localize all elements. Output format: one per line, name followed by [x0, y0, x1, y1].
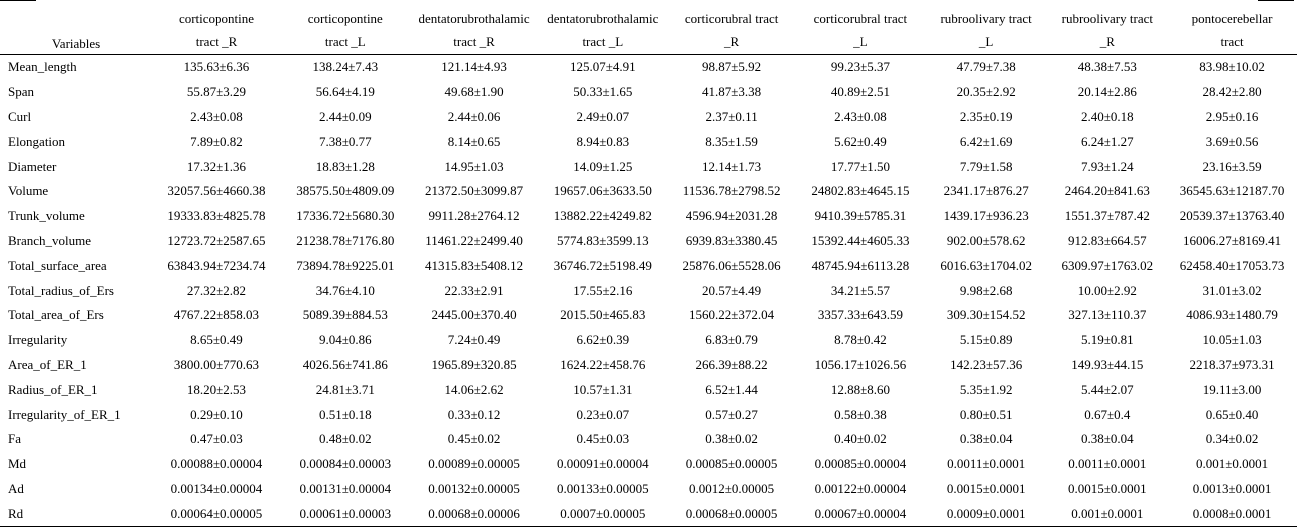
table-cell: 18.20±2.53 — [186, 381, 247, 397]
table-cell: 0.00132±0.00005 — [428, 480, 520, 496]
table-cell: 2.44±0.09 — [318, 108, 372, 124]
table-cell: 21372.50±3099.87 — [424, 183, 524, 199]
table-cell: 50.33±1.65 — [573, 84, 633, 100]
column-header-line1: dentatorubrothalamic — [418, 11, 530, 26]
table-cell: 6.62±0.39 — [576, 332, 630, 348]
table-cell: 0.0011±0.0001 — [947, 456, 1026, 472]
table-cell: 4767.22±858.03 — [173, 307, 260, 323]
table-cell: 31.01±3.02 — [1202, 282, 1262, 298]
row-label: Span — [8, 84, 34, 100]
table-cell: 0.0009±0.0001 — [925, 501, 1048, 526]
table-cell: 0.0015±0.0001 — [1067, 480, 1147, 496]
table-cell: 0.00131±0.00004 — [299, 480, 392, 496]
table-cell: 6309.97±1763.02 — [1061, 257, 1154, 273]
column-header-line2: tract _R — [410, 29, 539, 55]
table-cell: 48745.94±6113.28 — [811, 257, 910, 273]
table-cell: 0.0015±0.0001 — [946, 480, 1026, 496]
table-cell: 62458.40±17053.73 — [1179, 257, 1285, 273]
table-cell: 17.77±1.50 — [830, 158, 890, 174]
column-header-line1: rubroolivary tract — [1061, 11, 1153, 26]
table-cell: 11461.22±2499.40 — [425, 232, 523, 248]
table-cell: 25876.06±5528.06 — [682, 257, 781, 273]
table-cell: 1551.37±787.42 — [1064, 208, 1150, 224]
table-cell: 0.47±0.03 — [190, 431, 243, 447]
table-cell: 8.78±0.42 — [834, 332, 887, 348]
table-cell: 0.57±0.27 — [705, 406, 758, 422]
table-cell: 12.88±8.60 — [830, 381, 890, 397]
table-cell: 0.00061±0.00003 — [281, 501, 410, 526]
table-cell: 17.55±2.16 — [573, 282, 633, 298]
table-cell: 99.23±5.37 — [830, 59, 890, 75]
table-cell: 5774.83±3599.13 — [557, 232, 649, 248]
column-header-line1: corticorubral tract — [813, 11, 908, 26]
table-cell: 12.14±1.73 — [702, 158, 762, 174]
table-cell: 6.52±1.44 — [705, 381, 758, 397]
table-cell: 1439.17±936.23 — [943, 208, 1029, 224]
table-cell: 32057.56±4660.38 — [167, 183, 266, 199]
table-cell: 6939.83±3380.45 — [685, 232, 778, 248]
table-cell: 0.0012±0.00005 — [689, 480, 775, 496]
table-cell: 2.95±0.16 — [1205, 108, 1259, 124]
table-cell: 34.21±5.57 — [830, 282, 890, 298]
table-cell: 2.40±0.18 — [1080, 108, 1134, 124]
table-cell: 0.45±0.02 — [447, 431, 501, 447]
table-cell: 0.40±0.02 — [834, 431, 887, 447]
table-cell: 1560.22±372.04 — [689, 307, 775, 323]
table-cell: 4086.93±1480.79 — [1186, 307, 1278, 323]
table-cell: 0.34±0.02 — [1205, 431, 1259, 447]
row-label: Irregularity_of_ER_1 — [8, 406, 121, 422]
row-label: Mean_length — [8, 59, 77, 75]
table-cell: 149.93±44.15 — [1071, 356, 1144, 372]
table-cell: 5.62±0.49 — [834, 133, 887, 149]
table-cell: 14.09±1.25 — [573, 158, 633, 174]
table-cell: 8.65±0.49 — [190, 332, 243, 348]
table-cell: 22.33±2.91 — [444, 282, 504, 298]
table-cell: 5.19±0.81 — [1080, 332, 1134, 348]
table-cell: 5.35±1.92 — [959, 381, 1013, 397]
table-cell: 9410.39±5785.31 — [814, 208, 907, 224]
table-cell: 4596.94±2031.28 — [685, 208, 778, 224]
table-cell: 20539.37±13763.40 — [1179, 208, 1285, 224]
table-cell: 2464.20±841.63 — [1064, 183, 1150, 199]
table-cell: 2.35±0.19 — [959, 108, 1013, 124]
table-row — [0, 229, 1297, 254]
table-header — [0, 0, 1297, 55]
row-label: Total_surface_area — [8, 257, 107, 273]
column-header-line2: tract _L — [281, 29, 410, 55]
row-label: Md — [8, 456, 27, 472]
table-cell: 34.76±4.10 — [315, 282, 375, 298]
column-header-line1: rubroolivary tract — [940, 11, 1032, 26]
table-cell: 17.32±1.36 — [186, 158, 247, 174]
table-cell: 266.39±88.22 — [695, 356, 768, 372]
table-cell: 83.98±10.02 — [1199, 59, 1265, 75]
table-cell: 8.94±0.83 — [576, 133, 630, 149]
table-cell: 20.57±4.49 — [702, 282, 762, 298]
column-header-line2: _R — [667, 29, 796, 55]
table-cell: 7.89±0.82 — [190, 133, 243, 149]
table-cell: 1965.89±320.85 — [431, 356, 517, 372]
table-row — [0, 427, 1297, 452]
table-cell: 20.35±2.92 — [956, 84, 1016, 100]
table-cell: 41.87±3.38 — [702, 84, 762, 100]
table-cell: 125.07±4.91 — [570, 59, 636, 75]
row-label: Diameter — [8, 158, 57, 174]
table-cell: 7.79±1.58 — [959, 158, 1013, 174]
table-cell: 36545.63±12187.70 — [1179, 183, 1285, 199]
table-cell: 0.001±0.0001 — [1196, 456, 1269, 472]
table-cell: 9911.28±2764.12 — [428, 208, 520, 224]
row-label: Trunk_volume — [8, 208, 85, 224]
row-label: Fa — [8, 431, 21, 447]
table-cell: 3357.33±643.59 — [817, 307, 903, 323]
table-cell: 0.67±0.4 — [1084, 406, 1131, 422]
table-cell: 9.98±2.68 — [959, 282, 1013, 298]
table-cell: 0.0007±0.00005 — [538, 501, 667, 526]
table-cell: 142.23±57.36 — [950, 356, 1023, 372]
column-header-line2: tract _R — [152, 29, 281, 55]
table-cell: 7.93±1.24 — [1080, 158, 1134, 174]
variables-header: Variables — [0, 0, 152, 55]
table-row — [0, 328, 1297, 353]
table-cell: 6.42±1.69 — [959, 133, 1013, 149]
table-row — [0, 105, 1297, 130]
table-cell: 5089.39±884.53 — [302, 307, 388, 323]
row-label: Branch_volume — [8, 232, 92, 248]
table-cell: 2.49±0.07 — [576, 108, 630, 124]
table-cell: 47.79±7.38 — [956, 59, 1016, 75]
table-cell: 0.00085±0.00005 — [685, 456, 778, 472]
table-cell: 4026.56±741.86 — [302, 356, 388, 372]
table-cell: 18.83±1.28 — [315, 158, 375, 174]
table-cell: 0.00089±0.00005 — [428, 456, 520, 472]
table-cell: 16006.27±8169.41 — [1183, 232, 1282, 248]
table-cell: 15392.44±4605.33 — [811, 232, 910, 248]
table-cell: 138.24±7.43 — [312, 59, 379, 75]
table-cell: 3.69±0.56 — [1205, 133, 1259, 149]
table-cell: 63843.94±7234.74 — [167, 257, 266, 273]
table-cell: 2015.50±465.83 — [560, 307, 646, 323]
table-cell: 2445.00±370.40 — [431, 307, 517, 323]
table-cell: 2.43±0.08 — [190, 108, 243, 124]
table-cell: 2218.37±973.31 — [1189, 356, 1275, 372]
table-cell: 8.35±1.59 — [705, 133, 758, 149]
table-row — [0, 129, 1297, 154]
table-cell: 14.06±2.62 — [444, 381, 504, 397]
table-cell: 10.05±1.03 — [1202, 332, 1262, 348]
table-cell: 1056.17±1026.56 — [814, 356, 907, 372]
table-cell: 309.30±154.52 — [946, 307, 1026, 323]
column-header-line2: tract — [1167, 29, 1297, 55]
row-label: Total_area_of_Ers — [8, 307, 104, 323]
table-cell: 0.0008±0.0001 — [1167, 501, 1297, 526]
top-rule-left — [0, 0, 36, 1]
table-cell: 0.00064±0.00005 — [152, 501, 281, 526]
column-header-line1: pontocerebellar — [1191, 11, 1273, 26]
row-label: Irregularity — [8, 332, 68, 348]
table-cell: 24.81±3.71 — [315, 381, 375, 397]
table-cell: 19657.06±3633.50 — [553, 183, 652, 199]
column-header-line1: corticorubral tract — [684, 11, 779, 26]
table-cell: 10.57±1.31 — [573, 381, 633, 397]
table-cell: 55.87±3.29 — [186, 84, 247, 100]
table-cell: 14.95±1.03 — [444, 158, 504, 174]
table-body — [0, 55, 1297, 527]
table-cell: 13882.22±4249.82 — [553, 208, 652, 224]
table-cell: 0.33±0.12 — [447, 406, 501, 422]
table-cell: 0.65±0.40 — [1205, 406, 1259, 422]
table-cell: 2.43±0.08 — [834, 108, 887, 124]
row-label: Elongation — [8, 133, 66, 149]
table-cell: 11536.78±2798.52 — [682, 183, 781, 199]
table-cell: 27.32±2.82 — [186, 282, 247, 298]
column-header-line2: _L — [796, 29, 925, 55]
table-row — [0, 452, 1297, 477]
table-row — [0, 377, 1297, 402]
table-cell: 10.00±2.92 — [1077, 282, 1137, 298]
table-cell: 0.38±0.02 — [705, 431, 758, 447]
table-cell: 19.11±3.00 — [1202, 381, 1262, 397]
table-cell: 36746.72±5198.49 — [553, 257, 652, 273]
table-cell: 0.23±0.07 — [576, 406, 630, 422]
table-cell: 41315.83±5408.12 — [424, 257, 524, 273]
table-cell: 135.63±6.36 — [183, 59, 250, 75]
table-cell: 327.13±110.37 — [1068, 307, 1147, 323]
table-cell: 20.14±2.86 — [1077, 84, 1137, 100]
table-cell: 0.0013±0.0001 — [1192, 480, 1272, 496]
table-cell: 0.38±0.04 — [959, 431, 1013, 447]
table-cell: 1624.22±458.76 — [560, 356, 646, 372]
table-cell: 0.0011±0.0001 — [1068, 456, 1147, 472]
table-cell: 48.38±7.53 — [1077, 59, 1137, 75]
row-label: Rd — [0, 501, 152, 526]
row-label: Curl — [8, 108, 32, 124]
top-rule-right — [1258, 0, 1294, 1]
table-cell: 0.00122±0.00004 — [814, 480, 907, 496]
table-row — [0, 402, 1297, 427]
table-cell: 0.00068±0.00006 — [410, 501, 539, 526]
table-cell: 0.38±0.04 — [1080, 431, 1134, 447]
table-cell: 121.14±4.93 — [441, 59, 507, 75]
table-row — [0, 55, 1297, 80]
table-cell: 21238.78±7176.80 — [296, 232, 395, 248]
column-header-line1: corticopontine — [178, 11, 255, 26]
table-cell: 2.37±0.11 — [705, 108, 758, 124]
table-cell: 8.14±0.65 — [447, 133, 501, 149]
table-row — [0, 278, 1297, 303]
table-cell: 0.00091±0.00004 — [557, 456, 649, 472]
table-row — [0, 501, 1297, 526]
row-label: Volume — [8, 183, 49, 199]
table-row — [0, 253, 1297, 278]
table-cell: 12723.72±2587.65 — [167, 232, 266, 248]
table-cell: 912.83±664.57 — [1067, 232, 1147, 248]
table-cell: 3800.00±770.63 — [173, 356, 260, 372]
table-cell: 0.51±0.18 — [318, 406, 372, 422]
row-label: Ad — [8, 480, 24, 496]
table-cell: 6.24±1.27 — [1080, 133, 1134, 149]
table-row — [0, 80, 1297, 105]
table-cell: 38575.50±4809.09 — [296, 183, 395, 199]
table-cell: 902.00±578.62 — [946, 232, 1026, 248]
column-header-line2: tract _L — [538, 29, 667, 55]
table-cell: 0.58±0.38 — [834, 406, 887, 422]
table-cell: 0.80±0.51 — [959, 406, 1013, 422]
table-row — [0, 477, 1297, 502]
table-cell: 0.00133±0.00005 — [557, 480, 649, 496]
table-cell: 0.45±0.03 — [576, 431, 630, 447]
table-cell: 6.83±0.79 — [705, 332, 758, 348]
table-row — [0, 204, 1297, 229]
table-cell: 7.24±0.49 — [447, 332, 501, 348]
table-cell: 40.89±2.51 — [830, 84, 890, 100]
table-cell: 0.00084±0.00003 — [299, 456, 392, 472]
table-cell: 49.68±1.90 — [444, 84, 504, 100]
table-cell: 2341.17±876.27 — [943, 183, 1029, 199]
column-header-line2: _L — [925, 29, 1048, 55]
table-row — [0, 353, 1297, 378]
table-cell: 73894.78±9225.01 — [296, 257, 395, 273]
table-cell: 0.00067±0.00004 — [796, 501, 925, 526]
table-cell: 56.64±4.19 — [315, 84, 375, 100]
table-cell: 23.16±3.59 — [1202, 158, 1262, 174]
column-header-line1: corticopontine — [307, 11, 383, 26]
column-header-line2: _R — [1047, 29, 1167, 55]
table-row — [0, 303, 1297, 328]
table-cell: 0.00085±0.00004 — [814, 456, 907, 472]
table-cell: 7.38±0.77 — [318, 133, 372, 149]
table-row — [0, 154, 1297, 179]
table-cell: 17336.72±5680.30 — [296, 208, 395, 224]
table-cell: 19333.83±4825.78 — [167, 208, 266, 224]
table-cell: 6016.63±1704.02 — [940, 257, 1032, 273]
table-cell: 98.87±5.92 — [702, 59, 762, 75]
table-cell: 0.29±0.10 — [190, 406, 243, 422]
table-cell: 24802.83±4645.15 — [811, 183, 910, 199]
row-label: Area_of_ER_1 — [8, 356, 87, 372]
table-cell: 0.001±0.0001 — [1047, 501, 1167, 526]
table-cell: 0.00134±0.00004 — [170, 480, 263, 496]
table-cell: 0.48±0.02 — [318, 431, 372, 447]
table-cell: 5.15±0.89 — [959, 332, 1013, 348]
table-row — [0, 179, 1297, 204]
table-cell: 28.42±2.80 — [1202, 84, 1262, 100]
row-label: Total_radius_of_Ers — [8, 282, 114, 298]
table-cell: 9.04±0.86 — [318, 332, 372, 348]
table-cell: 5.44±2.07 — [1080, 381, 1134, 397]
row-label: Radius_of_ER_1 — [8, 381, 98, 397]
table-cell: 0.00088±0.00004 — [170, 456, 263, 472]
table-cell: 2.44±0.06 — [447, 108, 501, 124]
column-header-line1: dentatorubrothalamic — [547, 11, 659, 26]
table-cell: 0.00068±0.00005 — [667, 501, 796, 526]
